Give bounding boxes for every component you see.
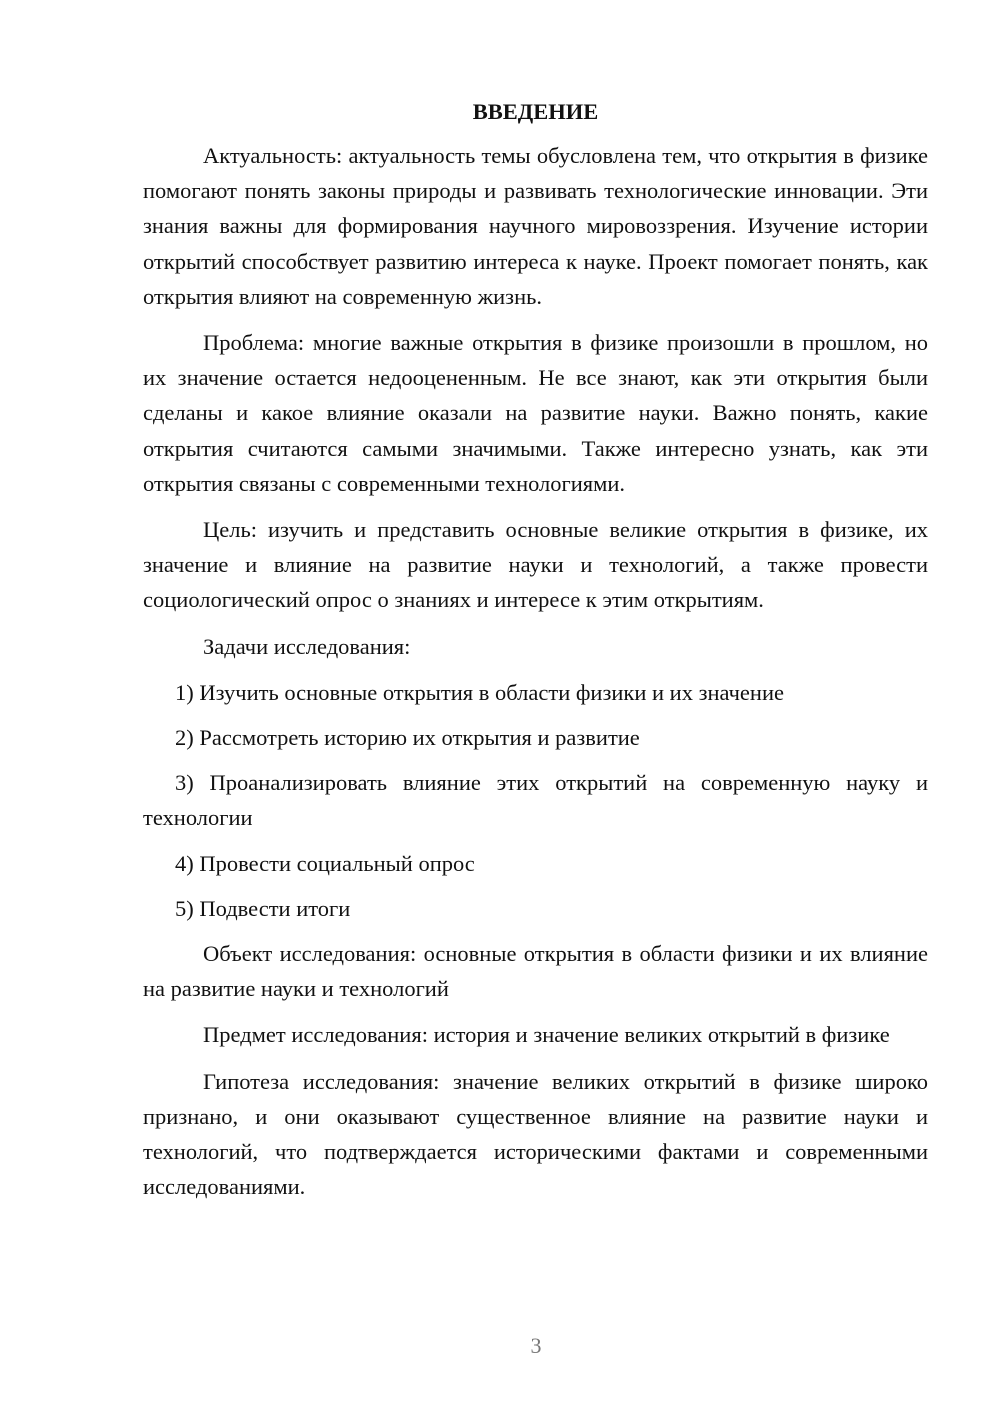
- tasks-heading: Задачи исследования:: [203, 633, 411, 659]
- task-item: 2) Рассмотреть историю их открытия и развитие: [175, 725, 640, 751]
- page-content: [143, 94, 928, 1215]
- task-item: 4) Провести социальный опрос: [175, 850, 475, 876]
- task-item: 3) Проанализировать влияние этих открытий на современную науку и технологии: [143, 770, 928, 831]
- tasks-list: [143, 675, 928, 926]
- page-number: 3: [530, 1333, 542, 1358]
- subject-paragraph: Предмет исследования: история и значение великих открытий в физике: [203, 1022, 890, 1048]
- hypothesis-paragraph: Гипотеза исследования: значение великих открытий в физике широко признано, и они оказывают существенное влияние на развитие науки и технологий, что подтверждается историческими фактами и современными исследованиями.: [143, 1068, 928, 1200]
- relevance-paragraph: Актуальность: актуальность темы обусловлена тем, что открытия в физике помогают понять законы природы и развивать технологические инновации. Эти знания важны для формирования научного мировоззрения. Изучение истории открытий способствует развитию интереса к науке. Проект помогает понять, как открытия влияют на современную жизнь.: [143, 143, 928, 309]
- object-paragraph: Объект исследования: основные открытия в области физики и их влияние на развитие науки и технологий: [143, 941, 928, 1002]
- goal-paragraph: Цель: изучить и представить основные великие открытия в физике, их значение и влияние на развитие науки и технологий, а также провести социологический опрос о знаниях и интересе к этим открытиям.: [143, 517, 928, 613]
- problem-paragraph: Проблема: многие важные открытия в физике произошли в прошлом, но их значение остается недооцененным. Не все знают, как эти открытия были сделаны и какое влияние оказали на развитие науки. Важно понять, какие открытия считаются самыми значимыми. Также интересно узнать, как эти открытия связаны с современными технологиями.: [143, 330, 928, 496]
- section-title: ВВЕДЕНИЕ: [472, 99, 599, 124]
- task-item: 5) Подвести итоги: [175, 895, 351, 921]
- task-item: 1) Изучить основные открытия в области физики и их значение: [175, 679, 784, 705]
